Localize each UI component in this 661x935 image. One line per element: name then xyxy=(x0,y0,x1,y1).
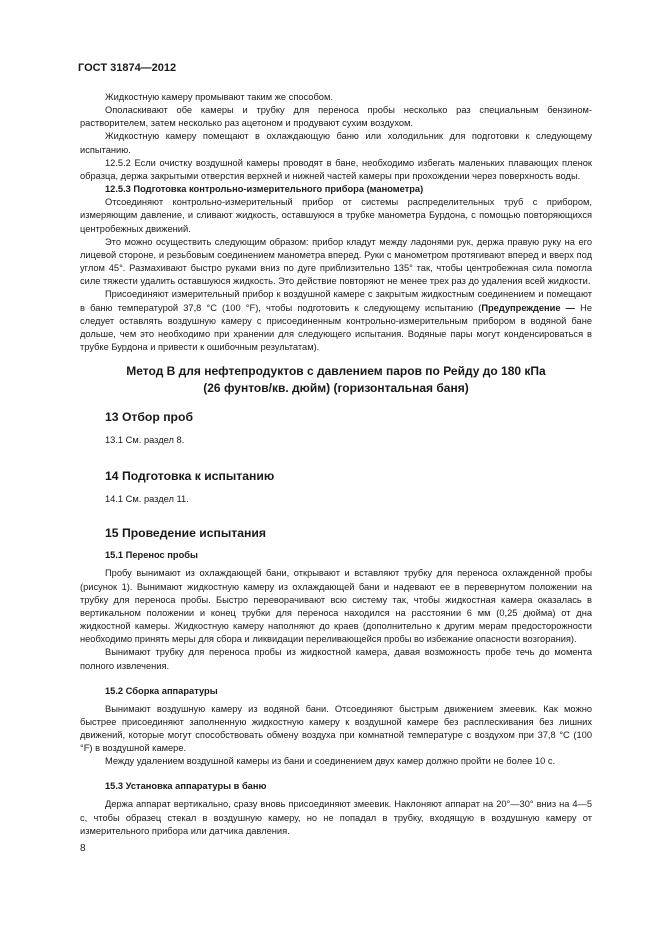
clause-13-1: 13.1 См. раздел 8. xyxy=(105,435,185,446)
paragraph: Жидкостную камеру промывают таким же способом. xyxy=(105,92,333,102)
paragraph: Пробу вынимают из охлаждающей бани, открывают и вставляют трубку для переноса охлажденной пробы (рисунок 1). Вынимают жидкостную камеру из охлаждающей бани и надевают ее в перевернутом положении на трубку для переноса пробы. Быстро переворачивают всю систему так, чтобы жидкостная камера оказалась в вертикальном положении и конец трубки для переноса находился на расстоянии 6 мм (0,25 дюйма) от дна жидкостной камеры. Жидкостную камеру наполняют до краев (дополнительно к другим мерам предосторожности необходимо принять меры для сбора и ликвидации переливающейся пробы во избежание опасности возгорания). xyxy=(80,568,592,645)
clause-15-1-heading: 15.1 Перенос пробы xyxy=(105,550,198,561)
paragraph: Это можно осуществить следующим образом: прибор кладут между ладонями рук, держа правую руку на его лицевой стороне, и резьбовым соединением манометра вперед. Руки с манометром протягивают вперед и вверх под углом 45°. Размахивают быстро руками вниз по дуге приблизительно 135° так, чтобы центробежная сила помогла силе тяжести удалить оставшуюся жидкость. Это действие повторяют не менее трех раз до удаления всей жидкости. xyxy=(80,236,592,287)
standard-header: ГОСТ 31874—2012 xyxy=(78,62,177,74)
method-title-line-2: (26 фунтов/кв. дюйм) (горизонтальная баня) xyxy=(203,381,469,396)
clause-15-2-heading: 15.2 Сборка аппаратуры xyxy=(105,685,218,696)
section-15-heading: 15 Проведение испытания xyxy=(105,526,266,541)
clause-15-3-heading: 15.3 Установка аппаратуры в баню xyxy=(105,781,267,792)
paragraph: Держа аппарат вертикально, сразу вновь присоединяют змеевик. Наклоняют аппарат на 20°—30° вниз на 4—5 с, чтобы образец стекал в воздушную камеру, но не попадал в трубку, входящую в воздушную камеру от измерительного прибора или датчика давления. xyxy=(80,799,592,836)
paragraph: Вынимают воздушную камеру из водяной бани. Отсоединяют быстрым движением змеевик. Как можно быстрее присоединяют заполненную жидкостную камеру к воздушной камере без расплескивания без лишних движений, которые могут способствовать обмену воздуха при комнатной температуре с воздухом при 37,8 °С (100 °F) в воздушной камере. xyxy=(80,703,592,754)
clause-14-1: 14.1 См. раздел 11. xyxy=(105,494,189,505)
paragraph: Ополаскивают обе камеры и трубку для переноса пробы несколько раз специальным бензином-растворителем, затем несколько раз ацетоном и продувают сухим воздухом. xyxy=(80,105,592,129)
warning-label: Предупреждение — xyxy=(481,302,575,313)
section-13-heading: 13 Отбор проб xyxy=(105,410,193,425)
clause-12-5-2: 12.5.2 Если очистку воздушной камеры проводят в бане, необходимо избегать маленьких плавающих пленок образца, держа закрытыми отверстия верхней и нижней частей камеры при прохождении через поверхность воды. xyxy=(80,157,592,181)
paragraph: Отсоединяют контрольно-измерительный прибор от системы распределительных труб с прибором, измеряющим давление, и сливают жидкость, оставшуюся в трубке манометра Бурдона, с помощью повторяющихся центробежных движений. xyxy=(80,197,592,234)
paragraph: Вынимают трубку для переноса пробы из жидкостной камера, давая возможность пробе течь до момента полного извлечения. xyxy=(80,647,592,671)
clause-12-5-3-heading: 12.5.3 Подготовка контрольно-измерительного прибора (манометра) xyxy=(105,184,424,195)
document-body xyxy=(80,91,592,838)
paragraph: Жидкостную камеру помещают в охлаждающую баню или холодильник для подготовки к следующему испытанию. xyxy=(80,131,592,155)
method-title xyxy=(80,363,592,397)
warning-text-b: Не следует оставлять воздушную камеру с присоединенным контрольно-измерительным прибором в водяной бане дольше, чем это необходимо при хранении для следующего испытания. Водяные пары могут конденсироваться в трубке Бурдона и привести к ошибочным результатам). xyxy=(80,302,593,352)
warning-text-a: Присоединяют измерительный прибор к воздушной камере с закрытым жидкостным соединением и помещают в баню температурой 37,8 °С (100 °F), чтобы подготовить к следующему испытанию ( xyxy=(80,289,592,313)
section-14-heading: 14 Подготовка к испытанию xyxy=(105,469,275,484)
paragraph-warning xyxy=(80,288,592,354)
paragraph: Между удалением воздушной камеры из бани и соединением двух камер должно пройти не более 10 с. xyxy=(105,756,556,767)
page-number: 8 xyxy=(80,843,86,854)
method-title-line-1: Метод В для нефтепродуктов с давлением паров по Рейду до 180 кПа xyxy=(126,364,546,379)
